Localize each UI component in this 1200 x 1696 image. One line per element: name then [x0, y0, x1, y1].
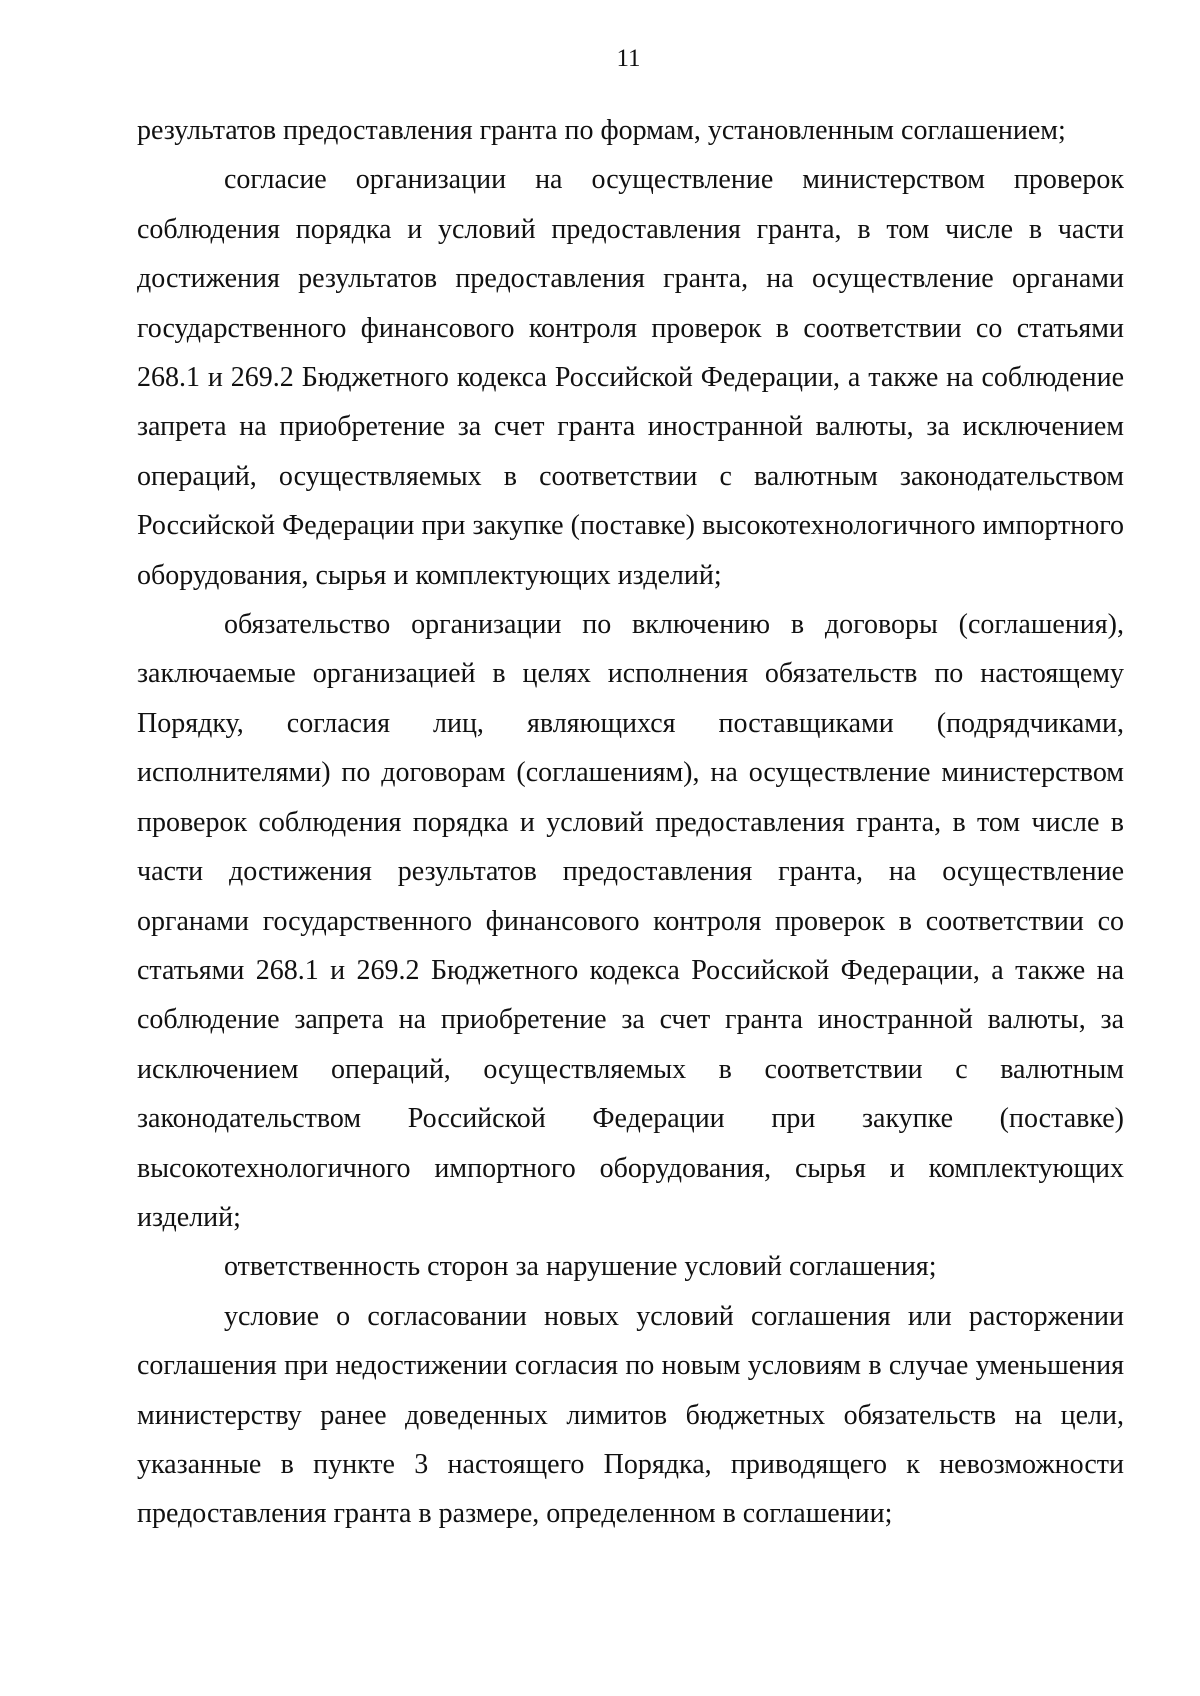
paragraph-organization-consent: согласие организации на осуществление министерством проверок соблюдения порядка и условий предоставления гранта, в том числе в части достижения результатов предоставления гранта, на осуществление органами государственного финансового контроля проверок в соответствии со статьями 268.1 и 269.2 Бюджетного кодекса Российской Федерации, а также на соблюдение запрета на приобретение за счет гранта иностранной валюты, за исключением операций, осуществляемых в соответствии с валютным законодательством Российской Федерации при закупке (поставке) высокотехнологичного импортного оборудования, сырья и комплектующих изделий; — [137, 164, 1124, 591]
paragraph-continuation: результатов предоставления гранта по формам, установленным соглашением; — [137, 115, 1066, 146]
document-body — [137, 106, 1124, 1539]
paragraph-new-conditions: условие о согласовании новых условий соглашения или расторжении соглашения при недостижении согласия по новым условиям в случае уменьшения министерству ранее доведенных лимитов бюджетных обязательств на цели, указанные в пункте 3 настоящего Порядка, приводящего к невозможности предоставления гранта в размере, определенном в соглашении; — [137, 1300, 1124, 1530]
page-number: 11 — [616, 45, 641, 72]
paragraph-party-liability: ответственность сторон за нарушение условий соглашения; — [224, 1251, 937, 1283]
paragraph-contract-obligation: обязательство организации по включению в договоры (соглашения), заключаемые организацией в целях исполнения обязательств по настоящему Порядку, согласия лиц, являющихся поставщиками (подрядчиками, исполнителями) по договорам (соглашениям), на осуществление министерством проверок соблюдения порядка и условий предоставления гранта, в том числе в части достижения результатов предоставления гранта, на осуществление органами государственного финансового контроля проверок в соответствии со статьями 268.1 и 269.2 Бюджетного кодекса Российской Федерации, а также на соблюдение запрета на приобретение за счет гранта иностранной валюты, за исключением операций, осуществляемых в соответствии с валютным законодательством Российской Федерации при закупке (поставке) высокотехнологичного импортного оборудования, сырья и комплектующих изделий; — [137, 609, 1124, 1233]
